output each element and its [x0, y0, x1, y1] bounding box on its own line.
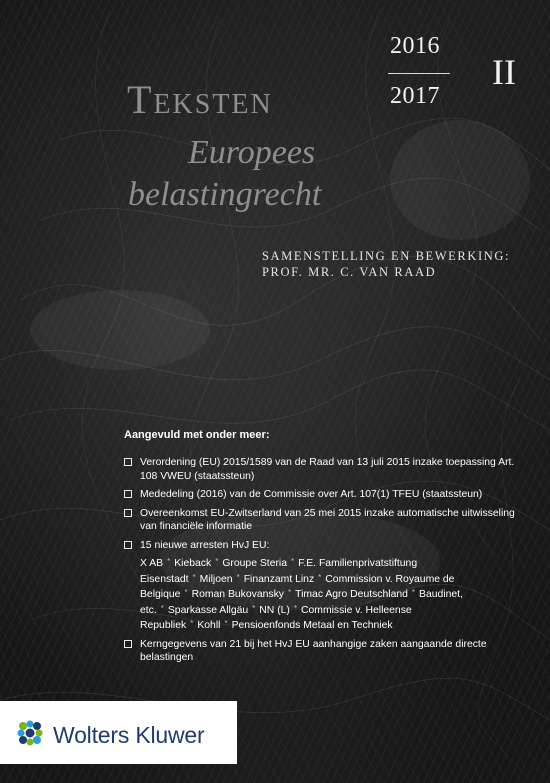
- case-name: NN (L): [259, 604, 290, 616]
- contents-item: [124, 488, 522, 502]
- case-separator: *: [160, 603, 164, 613]
- book-subtitle-line-2: belastingrecht: [128, 176, 322, 213]
- case-name: Baudinet, etc.: [140, 589, 463, 616]
- book-title: Teksten: [127, 77, 273, 122]
- case-separator: *: [293, 603, 298, 613]
- case-separator: *: [184, 588, 188, 597]
- case-separator: *: [215, 557, 219, 566]
- case-name: Groupe Steria: [222, 558, 288, 569]
- contents-item: [124, 456, 522, 483]
- contents-heading: Aangevuld met onder meer:: [124, 429, 270, 441]
- case-separator: *: [291, 557, 295, 566]
- case-name: Finanzamt Linz: [243, 573, 315, 585]
- case-separator: *: [236, 572, 240, 582]
- contents-item-text: Mededeling (2016) van de Commissie over Art. 107(1) TFEU (staatssteun): [140, 489, 483, 500]
- case-separator: *: [192, 572, 196, 582]
- case-name: Commission v. Royaume de Belgique: [140, 573, 455, 600]
- case-name: Kieback: [174, 558, 212, 569]
- wolters-kluwer-mark-icon: [15, 718, 45, 748]
- contents-item-text: Verordening (EU) 2015/1589 van de Raad van 13 juli 2015 inzake toepassing Art. 108 VWEU (staatssteun): [140, 457, 515, 482]
- publisher-name: Wolters Kluwer: [53, 722, 205, 748]
- contents-list: [124, 456, 522, 670]
- year-divider: [388, 73, 450, 74]
- case-separator: *: [252, 603, 256, 613]
- case-name: F.E. Familienprivatstiftung Eisenstadt: [140, 558, 418, 585]
- case-name: Sparkasse Allgäu: [167, 604, 249, 616]
- case-name: Timac Agro Deutschland: [295, 589, 408, 600]
- case-separator: *: [190, 619, 194, 628]
- case-name: Roman Bukovansky: [191, 589, 284, 600]
- contents-item-text: 15 nieuwe arresten HvJ EU:: [140, 539, 270, 551]
- case-separator: *: [167, 557, 171, 566]
- case-name: Miljoen: [199, 573, 233, 585]
- case-separator: *: [318, 572, 322, 582]
- contents-item-text: Overeenkomst EU-Zwitserland van 25 mei 2015 inzake automatische uitwisseling van financiële informatie: [140, 507, 515, 532]
- empty-checkbox-icon: [124, 541, 132, 549]
- case-name: Commissie v. Helleense Republiek: [140, 604, 412, 631]
- contents-item: [124, 539, 522, 633]
- case-separator: *: [224, 619, 228, 628]
- empty-checkbox-icon: [124, 490, 132, 498]
- empty-checkbox-icon: [124, 458, 132, 466]
- year-end: 2017: [390, 83, 440, 109]
- contents-item: [124, 638, 522, 665]
- case-name: X AB: [140, 558, 164, 569]
- case-name: Pensioenfonds Metaal en Techniek: [231, 620, 393, 631]
- contents-item-text: Kerngegevens van 21 bij het HvJ EU aanhangige zaken aangaande directe belastingen: [140, 638, 487, 663]
- editor-credit-label: SAMENSTELLING EN BEWERKING:: [262, 249, 511, 263]
- case-separator: *: [411, 588, 416, 597]
- case-name: Kohll: [197, 620, 221, 631]
- case-separator: *: [287, 588, 292, 597]
- year-start: 2016: [390, 33, 440, 59]
- volume-number: II: [492, 52, 516, 92]
- editor-credit-name: PROF. MR. C. VAN RAAD: [262, 265, 437, 279]
- contents-item: [124, 507, 522, 534]
- empty-checkbox-icon: [124, 640, 132, 648]
- case-list: [140, 555, 522, 633]
- empty-checkbox-icon: [124, 509, 132, 517]
- publisher-logo: [0, 701, 237, 764]
- book-subtitle-line-1: Europees: [188, 134, 316, 171]
